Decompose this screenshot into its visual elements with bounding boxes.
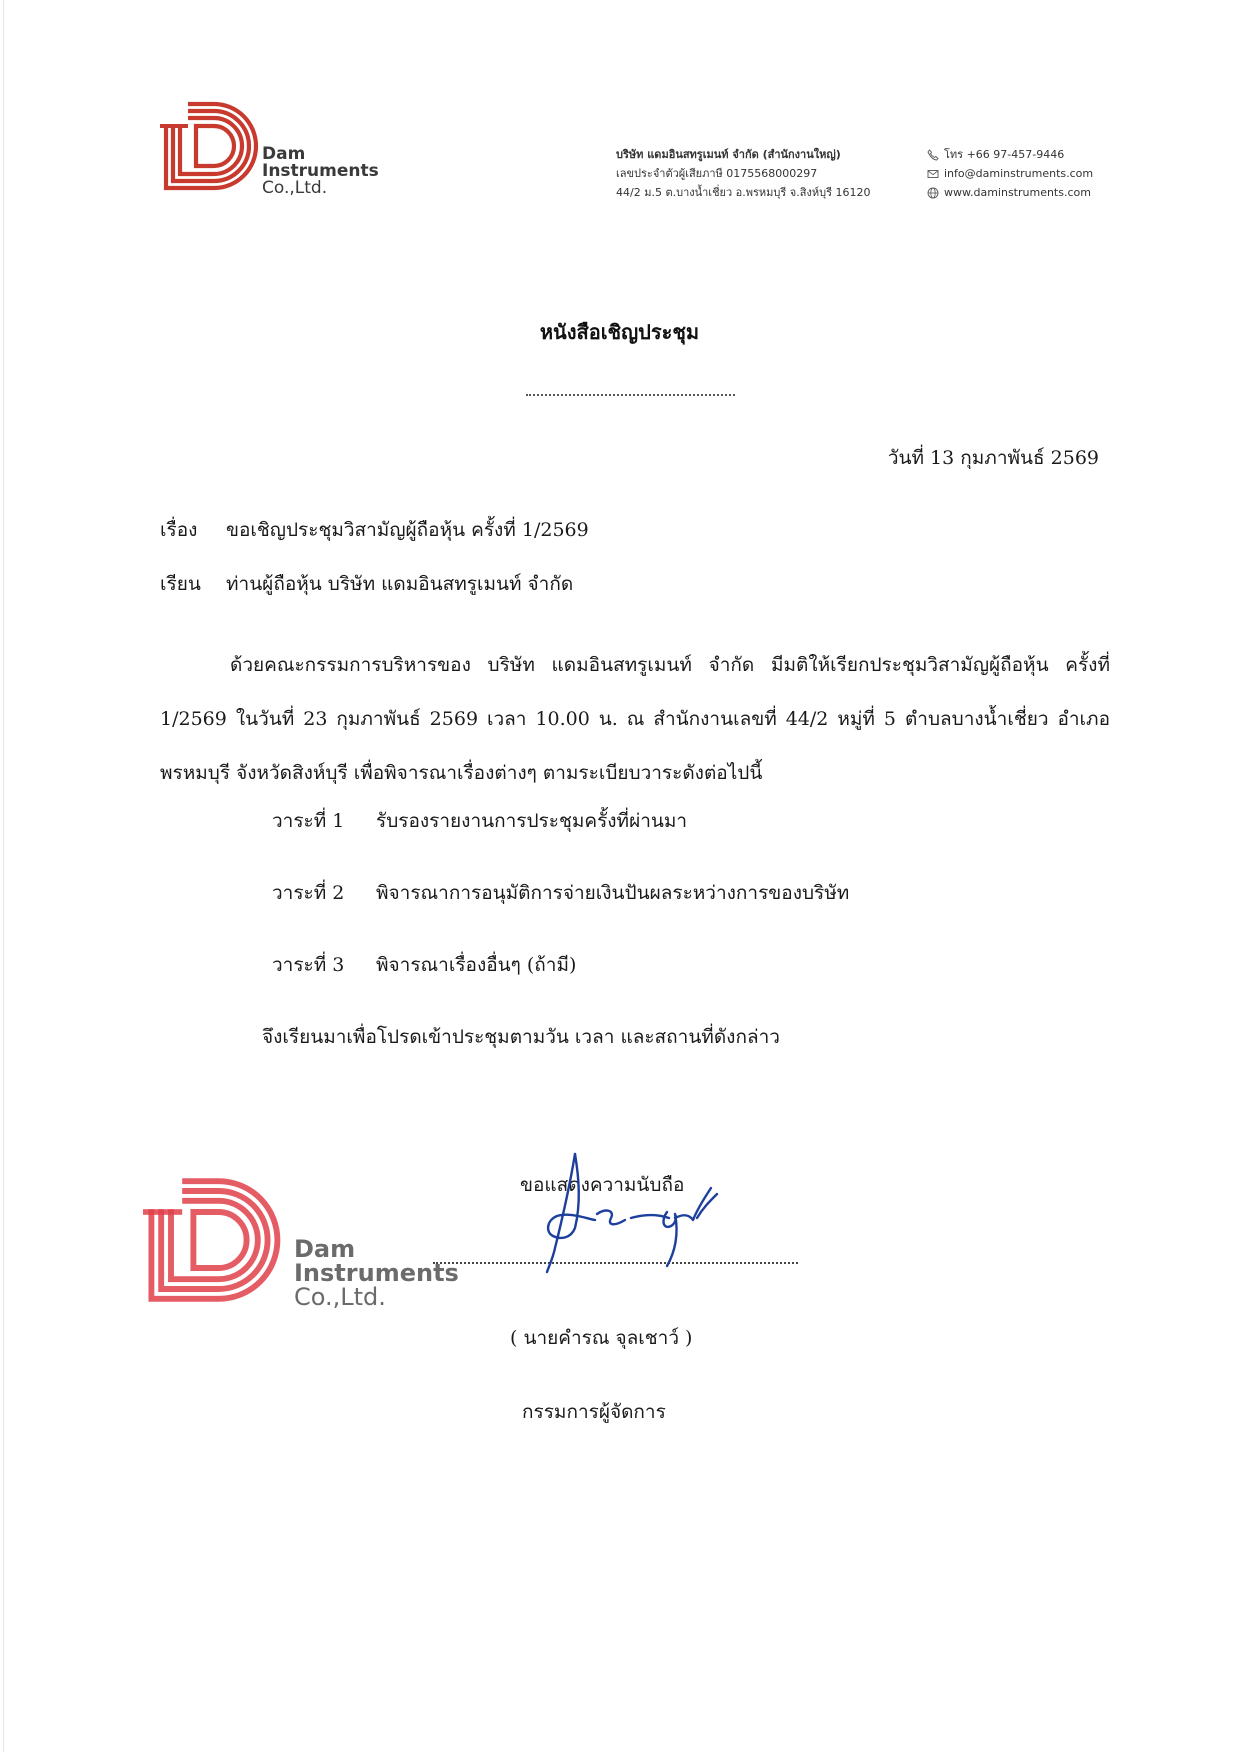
signer-position: กรรมการผู้จัดการ [522,1401,666,1423]
agenda-number: วาระที่ 1 [272,810,345,832]
letter-title: หนังสือเชิญประชุม [539,320,700,344]
stamp-brand [294,1237,459,1309]
agenda-item [272,950,576,980]
stamp-line-2: Instruments [294,1259,459,1287]
closing-sentence: จึงเรียนมาเพื่อโปรดเข้าประชุมตามวัน เวลา และสถานที่ดังกล่าว [262,1026,780,1048]
mail-icon [927,168,939,180]
agenda-number: วาระที่ 2 [272,882,345,904]
recipient-text: ท่านผู้ถือหุ้น บริษัท แดมอินสทรูเมนท์ จำกัด [226,573,574,595]
brand-line-2: Instruments [262,161,379,181]
company-brand [262,146,379,197]
contact-email [927,164,1093,183]
email-text: info@daminstruments.com [944,167,1094,180]
brand-line-3: Co.,Ltd. [262,178,328,198]
page-edge [3,0,4,1752]
phone-text: โทร +66 97-457-9446 [944,148,1065,161]
globe-icon [927,187,939,199]
contact-info [927,145,1093,202]
recipient-line [160,569,573,599]
agenda-item [272,878,849,908]
reference-dotted-line [526,394,735,396]
agenda-number: วาระที่ 3 [272,954,345,976]
phone-icon [927,149,939,161]
contact-phone [927,145,1093,164]
company-logo-icon [160,96,260,196]
brand-line-1: Dam [262,144,306,164]
stamp-line-1: Dam [294,1235,356,1263]
signer-name: ( นายคำรณ จุลเชาว์ ) [510,1327,693,1349]
company-stamp-icon [143,1170,283,1310]
contact-website [927,183,1093,202]
subject-label: เรื่อง [160,519,198,541]
subject-line [160,515,589,545]
agenda-text: พิจารณาการอนุมัติการจ่ายเงินปันผลระหว่างการของบริษัท [376,882,850,904]
subject-text: ขอเชิญประชุมวิสามัญผู้ถือหุ้น ครั้งที่ 1/2569 [226,519,589,541]
regards-text: ขอแสดงความนับถือ [520,1174,685,1196]
body-paragraph: ด้วยคณะกรรมการบริหารของ บริษัท แดมอินสทรูเมนท์ จำกัด มีมติให้เรียกประชุมวิสามัญผู้ถือหุ้น ครั้งที่ 1/2569 ในวันที่ 23 กุมภาพันธ์ 2569 เวลา 10.00 น. ณ สำนักงานเลขที่ 44/2 หมู่ที่ 5 ตำบลบางน้ำเชี่ยว อำเภอพรหมบุรี จังหวัดสิงห์บุรี เพื่อพิจารณาเรื่องต่างๆ ตามระเบียบวาระดังต่อไปนี้ [160,654,1110,784]
company-name: บริษัท แดมอินสทรูเมนท์ จำกัด (สำนักงานใหญ่) [616,148,841,161]
website-text: www.daminstruments.com [944,186,1091,199]
letter-date: วันที่ 13 กุมภาพันธ์ 2569 [887,447,1099,469]
company-address: 44/2 ม.5 ต.บางน้ำเชี่ยว อ.พรหมบุรี จ.สิงห์บุรี 16120 [616,186,871,199]
agenda-text: รับรองรายงานการประชุมครั้งที่ผ่านมา [376,810,688,832]
handwritten-signature [535,1148,735,1278]
agenda-item [272,806,687,836]
company-tax-id: เลขประจำตัวผู้เสียภาษี 0175568000297 [616,167,818,180]
company-info [616,145,870,202]
recipient-label: เรียน [160,573,201,595]
agenda-text: พิจารณาเรื่องอื่นๆ (ถ้ามี) [376,954,577,976]
stamp-line-3: Co.,Ltd. [294,1283,386,1311]
